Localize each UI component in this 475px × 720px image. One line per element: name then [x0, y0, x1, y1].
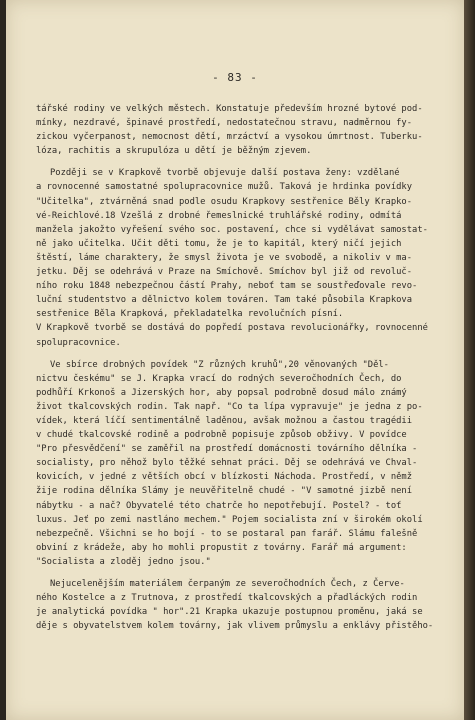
text-line: kovicích, v jedné z větších obcí v blízkosti Náchoda. Prostředí, v němž	[36, 472, 413, 483]
text-line: "Socialista a zloděj jedno jsou."	[36, 556, 211, 567]
text-line: ního roku 1848 nebezpečnou částí Prahy, neboť tam se soustřeďovale revo-	[36, 281, 418, 292]
text-line: manžela jakožto vyřešení svého soc. postavení, chce si vydělávat samostat-	[36, 224, 428, 235]
text-line: zickou vyčerpanost, nemocnost dětí, mrzáctví a vysokou úmrtnost. Tuberku-	[36, 132, 423, 143]
text-line: ného Kostelce a z Trutnova, z prostředí tkalcovských a přadláckých rodin	[36, 593, 418, 604]
paragraph-gap	[36, 158, 446, 166]
text-line: V Krapkově tvorbě se dostává do popředí postava revolucionářky, rovnocenné	[36, 323, 428, 334]
text-line: mínky, nezdravé, špinavé prostředí, nedostatečnou stravu, nadměrnou fy-	[36, 118, 413, 129]
text-line: jetku. Děj se odehrává v Praze na Smíchově. Smíchov byl již od revoluč-	[36, 267, 413, 278]
text-line: život tkalcovských rodin. Tak např. "Co ta lípa vypravuje" je jedna z po-	[36, 401, 423, 412]
text-line: nebezpečně. Všichni se ho bojí - to se postaral pan farář. Slámu falešně	[36, 528, 418, 539]
text-line: podhůří Krkonoš a Jizerských hor, aby popsal podrobně dosud málo známý	[36, 387, 407, 398]
body-text	[36, 102, 446, 633]
text-line: sestřenice Běla Krapková, překladatelka revolučních písní.	[36, 309, 344, 320]
text-line: je analytická povídka " hor".21 Krapka ukazuje postupnou proměnu, jaká se	[36, 607, 423, 618]
text-line: luční studentstvo a dělnictvo kolem továren. Tam také působila Krapkova	[36, 295, 413, 306]
text-line: vé-Reichlové.18 Vzešlá z drobné řemeslnické truhlářské rodiny, odmítá	[36, 210, 402, 221]
text-line: děje s obyvatelstvem kolem továrny, jak vlivem průmyslu a enklávy přistěho-	[36, 621, 434, 632]
text-line: "Pro přesvědčení" se zaměřil na prostředí domácnosti továrního dělníka -	[36, 444, 418, 455]
text-line: v chudé tkalcovské rodině a podrobně popisuje způsob obživy. V povídce	[36, 430, 407, 441]
text-line: Ve sbírce drobných povídek "Z různých kruhů",20 věnovaných "Děl-	[50, 359, 389, 370]
text-line: a rovnocenné samostatné spolupracovnice mužů. Taková je hrdinka povídky	[36, 182, 413, 193]
text-line: žije rodina dělníka Slámy je neuvěřitelně chudé - "V samotné jizbě není	[36, 486, 413, 497]
text-line: Nejucelenějším materiálem čerpaným ze severočhodních Čech, z Červe-	[50, 579, 405, 589]
text-line: ně jako učitelka. Učit děti tomu, že je to kapitál, který ničí jejich	[36, 238, 402, 249]
page-edge-shadow	[464, 0, 475, 720]
paragraph-gap	[36, 350, 446, 358]
document-page	[6, 0, 464, 720]
text-line: luxus. Jeť po zemi nastláno mechem." Pojem socialista zní v širokém okolí	[36, 514, 423, 525]
text-line: lóza, rachitis a skrupulóza u dětí je běžným zjevem.	[36, 146, 312, 157]
text-line: nábytku - a nač? Obyvatelé této chatrče ho nepotřebují. Postel? - toť	[36, 500, 402, 511]
text-line: tářské rodiny ve velkých městech. Konstatuje především hrozné bytové pod-	[36, 104, 423, 114]
text-line: Později se v Krapkově tvorbě objevuje další postava ženy: vzdělané	[50, 168, 400, 179]
text-line: vídek, která líčí sentimentálně laděnou, avšak možnou a častou tragédii	[36, 415, 413, 426]
text-line: "Učitelka", ztvárněná snad podle osudu Krapkovy sestřenice Běly Krapko-	[36, 196, 413, 207]
text-line: obviní z krádeže, aby ho mohli propustit z továrny. Farář má argument:	[36, 542, 407, 553]
text-line: štěstí, láme charaktery, že smysl života je ve svobodě, a nikoliv v ma-	[36, 252, 413, 263]
text-line: spolupracovnice.	[36, 337, 121, 348]
paragraph-gap	[36, 569, 446, 577]
text-line: socialisty, pro něhož bylo těžké sehnat práci. Děj se odehrává ve Chval-	[36, 458, 418, 469]
page-number: - 83 -	[212, 71, 258, 84]
text-line: nictvu českému" se J. Krapka vrací do rodných severočhodních Čech, do	[36, 373, 402, 384]
